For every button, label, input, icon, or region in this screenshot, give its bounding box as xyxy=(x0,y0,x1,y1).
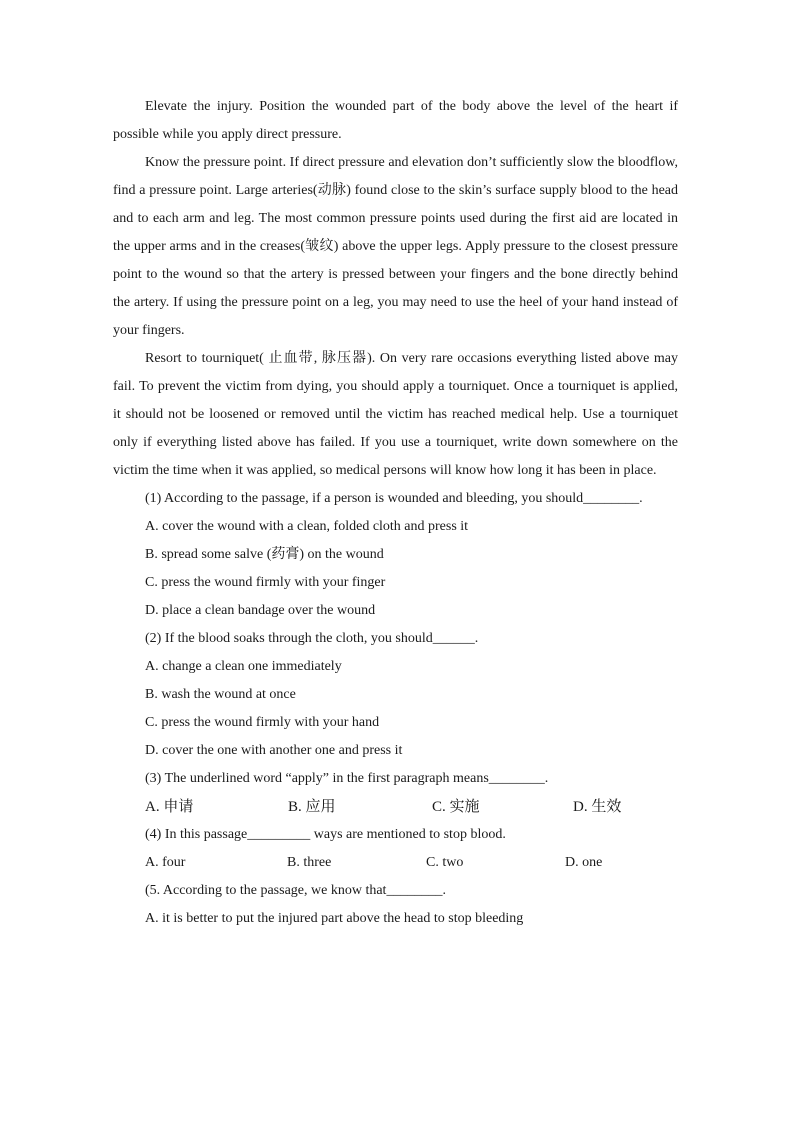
question-4 xyxy=(113,821,678,877)
option-b: B. three xyxy=(287,855,332,870)
passage-paragraph-pressure-point: Know the pressure point. If direct pressure and elevation don’t sufficiently slow the bloodflow, find a pressure point. Large arteries(动脉) found close to the skin’s surface supply blood to the head and to each arm and leg. The most common pressure points used during the first aid are located in the upper arms and in the creases(皱纹) above the upper legs. Apply pressure to the closest pressure point to the wound so that the artery is pressed between your fingers and the bone directly behind the artery. If using the pressure point on a leg, you may need to use the heel of your hand instead of your fingers. xyxy=(113,155,678,338)
option-b: B. 应用 xyxy=(288,799,336,815)
question-5 xyxy=(113,877,678,933)
passage-paragraph-tourniquet: Resort to tourniquet( 止血带, 脉压器). On very rare occasions everything listed above may fail. To prevent the victim from dying, you should apply a tourniquet. Once a tourniquet is applied, it should not be loosened or removed until the victim has reached medical help. Use a tourniquet only if everything listed above has failed. If you use a tourniquet, write down somewhere on the victim the time when it was applied, so medical persons will know how long it has been in place. xyxy=(113,351,678,478)
option-d: D. cover the one with another one and press it xyxy=(145,743,403,758)
passage-paragraph-elevate: Elevate the injury. Position the wounded part of the body above the level of the heart if possible while you apply direct pressure. xyxy=(113,99,678,142)
options-row xyxy=(113,793,678,821)
question-1 xyxy=(113,485,678,625)
option-b: B. wash the wound at once xyxy=(145,687,296,702)
question-stem: (3) The underlined word “apply” in the first paragraph means________. xyxy=(145,771,549,786)
document-page xyxy=(113,93,678,933)
question-stem: (5. According to the passage, we know that________. xyxy=(145,883,446,898)
question-3 xyxy=(113,765,678,821)
option-a: A. 申请 xyxy=(145,799,194,815)
option-c: C. 实施 xyxy=(432,799,480,815)
option-d: D. place a clean bandage over the wound xyxy=(145,603,376,618)
options-row xyxy=(113,849,678,877)
question-stem: (1) According to the passage, if a person is wounded and bleeding, you should________. xyxy=(145,491,643,506)
question-stem: (2) If the blood soaks through the cloth, you should______. xyxy=(145,631,479,646)
option-b: B. spread some salve (药膏) on the wound xyxy=(145,547,384,562)
option-a: A. it is better to put the injured part above the head to stop bleeding xyxy=(145,911,524,926)
option-a: A. four xyxy=(145,855,186,870)
option-c: C. press the wound firmly with your finger xyxy=(145,575,386,590)
option-d: D. one xyxy=(565,855,603,870)
question-2 xyxy=(113,625,678,765)
option-a: A. cover the wound with a clean, folded cloth and press it xyxy=(145,519,469,534)
option-c: C. two xyxy=(426,855,464,870)
option-a: A. change a clean one immediately xyxy=(145,659,342,674)
option-d: D. 生效 xyxy=(573,799,622,815)
option-c: C. press the wound firmly with your hand xyxy=(145,715,380,730)
question-stem: (4) In this passage_________ ways are mentioned to stop blood. xyxy=(145,827,506,842)
